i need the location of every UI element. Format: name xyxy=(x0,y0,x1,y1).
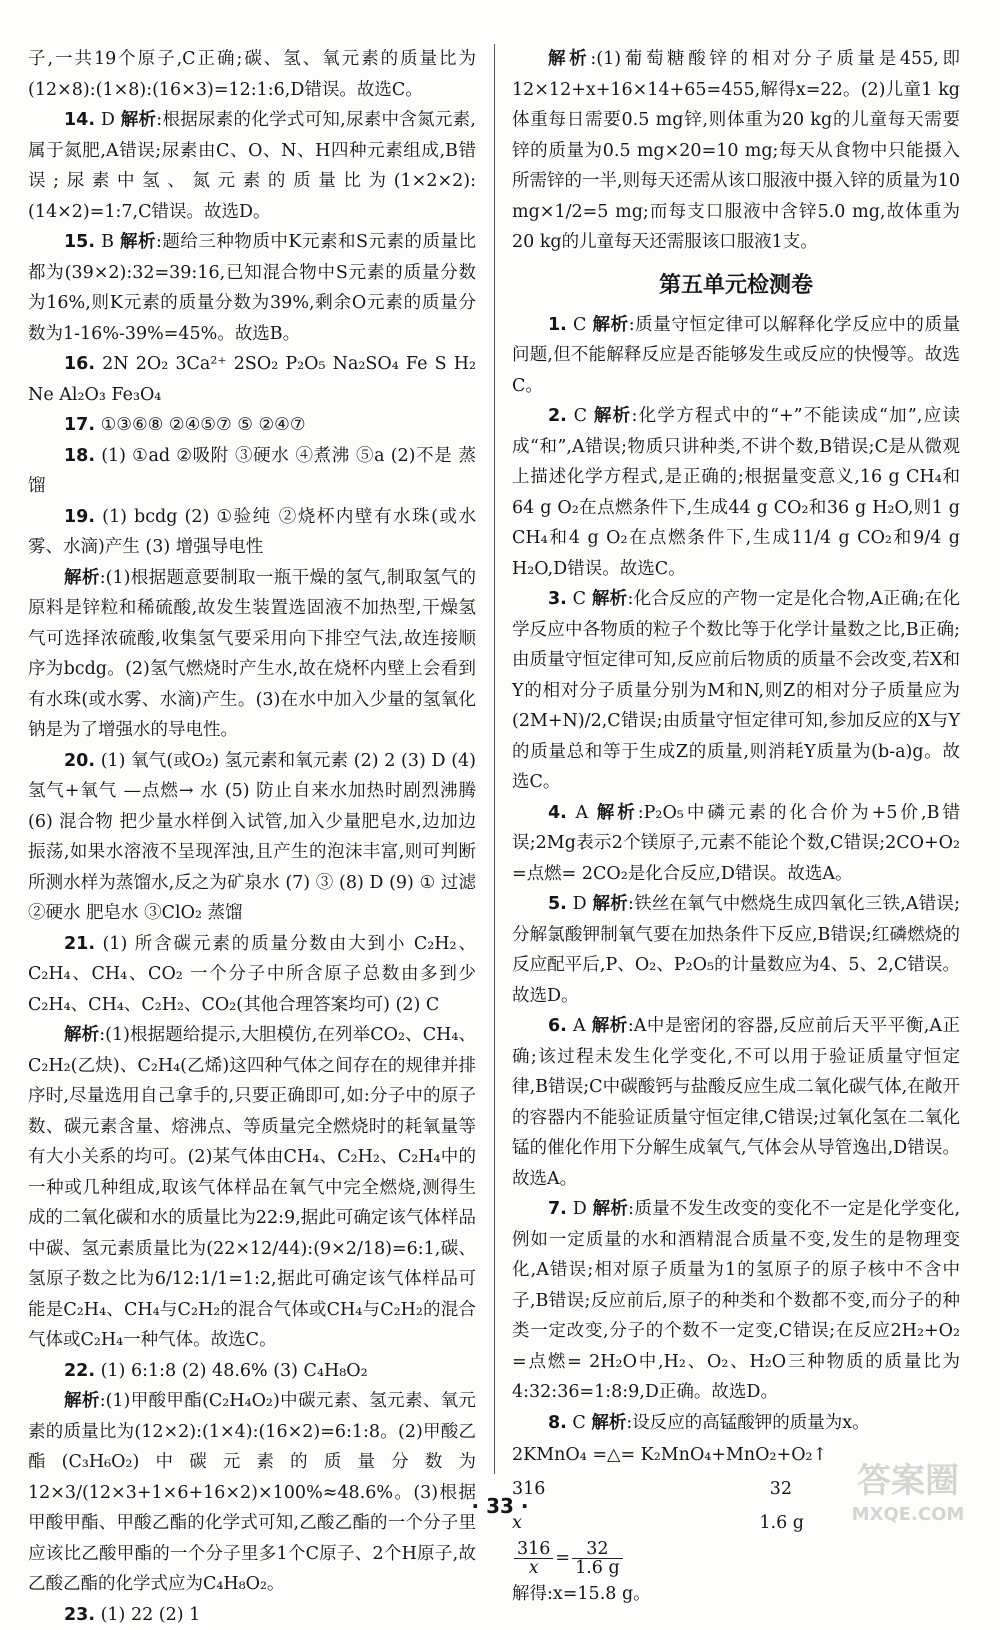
right-column xyxy=(512,44,960,1611)
item-text: 解析:(1)根据题给提示,大胆模仿,在列举CO₂、CH₄、C₂H₂(乙炔)、C₂H₄(乙烯)这四种气体之间存在的规律并排序时,尽量选用自己拿手的,只要正确即可,如:分子中的原子数、碳元素含量、熔沸点、等质量完全燃烧时的耗氧量等有大小关系的均可。(2)某气体由CH₄、C₂H₂、C₂H₄中的一种或几种组成,取该气体样品在氧气中完全燃烧,测得生成的二氧化碳和水的质量比为22:9,据此可确定该气体样品中碳、氢元素质量比为(22×12/44):(9×2/18)=6:1,碳、氢原子数之比为6/12:1/1=1:2,据此可确定该气体样品可能是C₂H₄、CH₄与C₂H₂的混合气体或CH₄与C₂H₂的混合气体或C₂H₄一种气体。故选C。 xyxy=(28,1025,476,1350)
answer-item xyxy=(512,1408,960,1439)
analysis-keyword: 解析 xyxy=(121,110,157,130)
answer-item xyxy=(28,410,476,441)
page-number: · 33 · xyxy=(0,1494,1000,1518)
answer-item xyxy=(28,349,476,410)
analysis-keyword: 解析 xyxy=(120,232,156,252)
equation: 2KMnO₄ =△= K₂MnO₄+MnO₂+O₂↑ xyxy=(512,1438,960,1472)
item-text: 子,一共19个原子,C正确;碳、氢、氧元素的质量比为(12×8):(1×8):(16×3)=12:1:6,D错误。故选C。 xyxy=(28,49,476,100)
calc-value: 316 xyxy=(512,1472,545,1506)
analysis-keyword: 解析 xyxy=(593,1199,629,1219)
item-number: 4. xyxy=(548,803,567,823)
item-text: C 解析:化合反应的产物一定是化合物,A正确;在化学反应中各物质的粒子个数比等于化学计量数之比,B正确;由质量守恒定律可知,反应前后物质的质量不会改变,若X和Y的相对分子质量分别为M和N,则Z的相对分子质量应为(2M+N)/2,C错误;由质量守恒定律可知,参加反应的X与Y的质量总和等于生成Z的质量,则消耗Y质量为(b-a)g。故选C。 xyxy=(512,589,960,792)
svg-text:答案圈: 答案圈 xyxy=(857,1461,959,1501)
right-answers xyxy=(512,310,960,1439)
item-text: ①③⑥⑧ ②④⑤⑦ ⑤ ②④⑦ xyxy=(101,415,306,435)
item-text: (1) 氧气(或O₂) 氢元素和氧元素 (2) 2 (3) D (4) 氢气+氧气 —点燃→ 水 (5) 防止自来水加热时剧烈沸腾 (6) 混合物 把少量水样倒入试管,加入少量肥皂水,边加边振荡,如果水溶液不呈现浑浊,且产生的泡沫丰富,则可判断所测水样为蒸馏水,反之为矿泉水 (7) ③ (8) D (9) ① 过滤 ②硬水 肥皂水 ③ClO₂ 蒸馏 xyxy=(28,751,476,924)
analysis-paragraph xyxy=(28,44,476,105)
answer-item xyxy=(512,310,960,402)
item-text: (1) ①ad ②吸附 ③硬水 ④煮沸 ⑤a (2)不是 蒸馏 xyxy=(28,446,476,497)
item-text: (1) 6:1:8 (2) 48.6% (3) C₄H₈O₂ xyxy=(101,1361,368,1381)
item-text: D 解析:质量不发生改变的变化不一定是化学变化,例如一定质量的水和酒精混合质量不变,发生的是物理变化,A错误;相对原子质量为1的氢原子的原子核中不含中子,B错误;反应前后,原子的种类和个数都不变,而分子的种类一定改变,分子的个数不一定变,C错误;在反应2H₂+O₂ =点燃= 2H₂O中,H₂、O₂、H₂O三种物质的质量比为4:32:36=1:8:9,D正确。故选D。 xyxy=(512,1199,960,1402)
item-text: (1) bcdg (2) ①验纯 ②烧杯内壁有水珠(或水雾、水滴)产生 (3) 增强导电性 xyxy=(28,507,476,558)
item-text: 解析:(1)甲酸甲酯(C₂H₄O₂)中碳元素、氢元素、氧元素的质量比为(12×2):(1×4):(16×2)=6:1:8。(2)甲酸乙酯(C₃H₆O₂)中碳元素的质量分数为 12×3/(12×3+1×6+16×2)×100%≈48.6%。(3)根据甲酸甲酯、甲酸乙酯的化学式可知,乙酸乙酯的一个分子里应该比乙酸甲酯的一个分子里多1个C原子、2个H原子,故乙酸乙酯的化学式应为C₄H₈O₂。 xyxy=(28,1391,476,1594)
answer-item xyxy=(28,1356,476,1387)
item-text: 解析:(1)根据题意要制取一瓶干燥的氢气,制取氢气的原料是锌粒和稀硫酸,故发生装置选固液不加热型,干燥氢气可选择浓硫酸,收集氢气要采用向下排空气法,故连接顺序为bcdg。(2)氢气燃烧时产生水,故在烧杯内壁上会看到有水珠(或水雾、水滴)产生。(3)在水中加入少量的氢氧化钠是为了增强水的导电性。 xyxy=(28,568,476,741)
svg-text:MXQE.COM: MXQE.COM xyxy=(852,1504,965,1525)
item-text: B 解析:题给三种物质中K元素和S元素的质量比都为(39×2):32=39:16,已知混合物中S元素的质量分数为16%,则K元素的质量分数为39%,剩余O元素的质量分数为1-16%-39%=45%。故选B。 xyxy=(28,232,476,344)
answer-item xyxy=(512,1011,960,1194)
item-text: (1) 22 (2) 1 xyxy=(101,1605,201,1625)
item-number: 6. xyxy=(548,1016,567,1036)
item-number: 15. xyxy=(64,232,95,252)
ratio-equation: $\frac{316}{x}$ = $\frac{32}{1.6 g}$ xyxy=(512,1540,960,1577)
answer-item xyxy=(28,1600,476,1630)
watermark-logo xyxy=(828,1456,988,1528)
item-number: 1. xyxy=(548,315,567,335)
item-number: 20. xyxy=(64,751,95,771)
answer-item xyxy=(28,441,476,502)
analysis-keyword: 解析 xyxy=(594,406,632,426)
analysis-paragraph xyxy=(28,1386,476,1600)
item-number: 16. xyxy=(64,354,95,374)
analysis-keyword: 解析 xyxy=(592,1016,628,1036)
item-number: 8. xyxy=(548,1413,567,1433)
calc-result: 解得:x=15.8 g。 xyxy=(512,1577,960,1611)
answer-item xyxy=(28,227,476,349)
item-number: 17. xyxy=(64,415,95,435)
answer-item xyxy=(512,889,960,1011)
answer-item xyxy=(28,746,476,929)
analysis-paragraph xyxy=(28,1020,476,1356)
left-column xyxy=(28,44,476,1630)
answer-item xyxy=(512,401,960,584)
analysis-keyword: 解析 xyxy=(592,894,627,914)
analysis-keyword: 解析 xyxy=(592,589,628,609)
item-text: 2N 2O₂ 3Ca²⁺ 2SO₂ P₂O₅ Na₂SO₄ Fe S H₂ Ne Al₂O₃ Fe₃O₄ xyxy=(28,354,476,405)
fraction: $\frac{316}{x}$ xyxy=(514,1540,553,1577)
right-top-block xyxy=(512,44,960,258)
section-title: 第五单元检测卷 xyxy=(512,264,960,308)
calc-value: 32 xyxy=(770,1472,792,1506)
item-number: 23. xyxy=(64,1605,95,1625)
item-text: 解析:(1)葡萄糖酸锌的相对分子质量是455,即12×12+x+16×14+65=455,解得x=22。(2)儿童1 kg体重每日需要0.5 mg锌,则体重为20 kg的儿童每天需要锌的质量为0.5 mg×20=10 mg;每天从食物中只能摄入所需锌的一半,则每天还需从该口服液中摄入锌的质量为10 mg×1/2=5 mg;而每支口服液中含锌5.0 mg,故体重为20 kg的儿童每天还需服该口服液1支。 xyxy=(512,49,960,252)
analysis-keyword: 解析 xyxy=(64,568,100,588)
answer-item xyxy=(512,1194,960,1408)
answer-item xyxy=(512,798,960,890)
item-number: 14. xyxy=(64,110,95,130)
item-text: A 解析:P₂O₅中磷元素的化合价为+5价,B错误;2Mg表示2个镁原子,元素不能论个数,C错误;2CO+O₂ =点燃= 2CO₂是化合反应,D错误。故选A。 xyxy=(512,803,960,884)
analysis-keyword: 解析 xyxy=(64,1391,100,1411)
item-text: D 解析:根据尿素的化学式可知,尿素中含氮元素,属于氮肥,A错误;尿素由C、O、N、H四种元素组成,B错误;尿素中氢、氮元素的质量比为(1×2×2):(14×2)=1:7,C错误。故选D。 xyxy=(28,110,476,222)
calc-value: 1.6 g xyxy=(759,1506,804,1540)
item-number: 21. xyxy=(64,934,95,954)
analysis-keyword: 解析 xyxy=(548,49,590,69)
item-text: C 解析:设反应的高锰酸钾的质量为x。 xyxy=(572,1413,869,1433)
item-number: 19. xyxy=(64,507,95,527)
answer-item xyxy=(512,584,960,798)
analysis-keyword: 解析 xyxy=(597,803,638,823)
analysis-paragraph xyxy=(28,563,476,746)
item-number: 18. xyxy=(64,446,95,466)
item-number: 22. xyxy=(64,1361,95,1381)
item-number: 3. xyxy=(548,589,567,609)
item-text: D 解析:铁丝在氧气中燃烧生成四氧化三铁,A错误;分解氯酸钾制氧气要在加热条件下反应,B错误;红磷燃烧的反应配平后,P、O₂、P₂O₅的计量数应为4、5、2,C错误。故选D。 xyxy=(512,894,960,1006)
item-number: 5. xyxy=(548,894,567,914)
analysis-keyword: 解析 xyxy=(593,315,629,335)
item-number: 2. xyxy=(548,406,567,426)
column-divider xyxy=(494,44,495,1474)
fraction: $\frac{32}{1.6 g}$ xyxy=(572,1540,623,1577)
analysis-keyword: 解析 xyxy=(64,1025,99,1045)
analysis-paragraph xyxy=(512,44,960,258)
item-text: C 解析:质量守恒定律可以解释化学反应中的质量问题,但不能解释反应是否能够发生或反应的快慢等。故选C。 xyxy=(512,315,960,396)
item-text: (1) 所含碳元素的质量分数由大到小 C₂H₂、C₂H₄、CH₄、CO₂ 一个分子中所含原子总数由多到少 C₂H₄、CH₄、C₂H₂、CO₂(其他合理答案均可) (2) C xyxy=(28,934,476,1015)
analysis-keyword: 解析 xyxy=(591,1413,626,1433)
answer-item xyxy=(28,105,476,227)
item-text: C 解析:化学方程式中的“+”不能读成“加”,应读成“和”,A错误;物质只讲种类,不讲个数,B错误;C是从微观上描述化学方程式,是正确的;根据量变意义,16 g CH₄和64 g O₂在点燃条件下,生成44 g CO₂和36 g H₂O,则1 g CH₄和4 g O₂在点燃条件下,生成11/4 g CO₂和9/4 g H₂O,D错误。故选C。 xyxy=(512,406,960,579)
item-text: A 解析:A中是密闭的容器,反应前后天平平衡,A正确;该过程未发生化学变化,不可以用于验证质量守恒定律,B错误;C中碳酸钙与盐酸反应生成二氧化碳气体,在敞开的容器内不能验证质量守恒定律,C错误;过氧化氢在二氧化锰的催化作用下分解生成氧气,气体会从导管逸出,D错误。故选A。 xyxy=(512,1016,960,1189)
calc-value: x xyxy=(512,1506,522,1540)
item-number: 7. xyxy=(548,1199,567,1219)
answer-item xyxy=(28,929,476,1021)
answer-item xyxy=(28,502,476,563)
